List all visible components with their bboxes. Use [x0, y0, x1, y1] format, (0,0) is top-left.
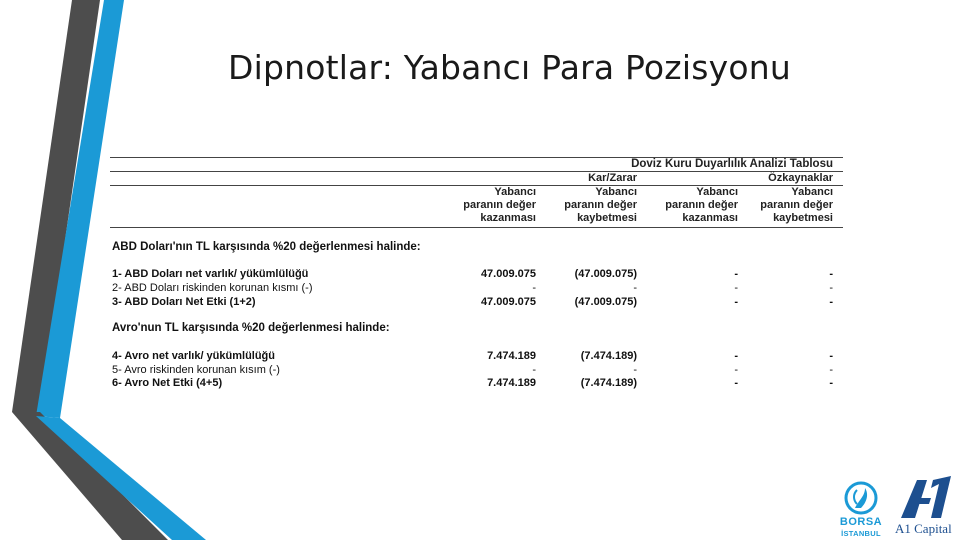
borsa-label: BORSA — [839, 516, 883, 528]
col-header-1-line-3: kazanması — [480, 212, 536, 224]
section-usd-heading: ABD Doları'nın TL karşısında %20 değerlenmesi halinde: — [112, 241, 421, 253]
cell-eq-gain: - — [734, 296, 738, 308]
row-label: 5- Avro riskinden korunan kısım (-) — [112, 364, 280, 376]
row-label: 2- ABD Doları riskinden korunan kısmı (-) — [112, 282, 313, 294]
cell-gain: 47.009.075 — [480, 296, 536, 308]
col-header-2-line-2: paranın değer — [564, 199, 637, 211]
table-row — [110, 377, 843, 390]
row-label: 4- Avro net varlık/ yükümlülüğü — [112, 350, 275, 362]
row-label: 6- Avro Net Etki (4+5) — [112, 377, 223, 389]
col-header-1 — [440, 186, 536, 225]
table-row — [110, 364, 843, 377]
table-row — [110, 350, 843, 363]
cell-loss: (7.474.189) — [580, 350, 637, 362]
cell-eq-gain: - — [734, 377, 738, 389]
cell-eq-loss: - — [829, 282, 833, 294]
cell-gain: 7.474.189 — [487, 350, 536, 362]
page-title: Dipnotlar: Yabancı Para Pozisyonu — [228, 48, 791, 87]
cell-eq-gain: - — [734, 268, 738, 280]
cell-loss: (7.474.189) — [580, 377, 637, 389]
table-row — [110, 268, 843, 281]
header-bottom-rule — [110, 227, 843, 228]
istanbul-label: İSTANBUL — [841, 529, 881, 538]
col-header-2 — [540, 186, 637, 225]
col-header-1-line-2: paranın değer — [463, 199, 536, 211]
cell-eq-gain: - — [734, 350, 738, 362]
table-row — [110, 282, 843, 295]
cell-eq-gain: - — [734, 282, 738, 294]
cell-eq-loss: - — [829, 364, 833, 376]
cell-gain: 47.009.075 — [480, 268, 536, 280]
table-caption: Doviz Kuru Duyarlılık Analizi Tablosu — [631, 158, 833, 170]
cell-eq-loss: - — [829, 350, 833, 362]
row-label: 1- ABD Doları net varlık/ yükümlülüğü — [112, 268, 309, 280]
a1-capital-logo — [895, 474, 957, 540]
col-header-4-line-1: Yabancı — [791, 186, 833, 198]
col-header-3 — [640, 186, 738, 225]
borsa-istanbul-logo — [835, 478, 887, 540]
col-header-2-line-1: Yabancı — [595, 186, 637, 198]
cell-eq-loss: - — [829, 296, 833, 308]
table-row — [110, 296, 843, 309]
cell-gain: - — [532, 282, 536, 294]
cell-loss: - — [633, 282, 637, 294]
row-label: 3- ABD Doları Net Etki (1+2) — [112, 296, 256, 308]
cell-eq-loss: - — [829, 268, 833, 280]
cell-loss: (47.009.075) — [574, 296, 637, 308]
cell-gain: - — [532, 364, 536, 376]
col-header-3-line-2: paranın değer — [665, 199, 738, 211]
cell-gain: 7.474.189 — [487, 377, 536, 389]
group-header-profit-loss: Kar/Zarar — [588, 172, 637, 184]
col-header-4 — [740, 186, 833, 225]
cell-eq-loss: - — [829, 377, 833, 389]
col-header-4-line-3: kaybetmesi — [773, 212, 833, 224]
a1-emblem-icon — [895, 474, 957, 520]
gray-stripe-bottom — [12, 412, 168, 540]
cell-loss: (47.009.075) — [574, 268, 637, 280]
a1-capital-label: A1 Capital — [895, 521, 952, 536]
borsa-istanbul-emblem-icon — [835, 478, 887, 518]
col-header-2-line-3: kaybetmesi — [577, 212, 637, 224]
col-header-4-line-2: paranın değer — [760, 199, 833, 211]
section-eur-heading: Avro'nun TL karşısında %20 değerlenmesi halinde: — [112, 322, 390, 334]
group-header-equity: Özkaynaklar — [768, 172, 833, 184]
col-header-3-line-3: kazanması — [682, 212, 738, 224]
col-header-1-line-1: Yabancı — [494, 186, 536, 198]
cell-eq-gain: - — [734, 364, 738, 376]
cell-loss: - — [633, 364, 637, 376]
col-header-3-line-1: Yabancı — [696, 186, 738, 198]
